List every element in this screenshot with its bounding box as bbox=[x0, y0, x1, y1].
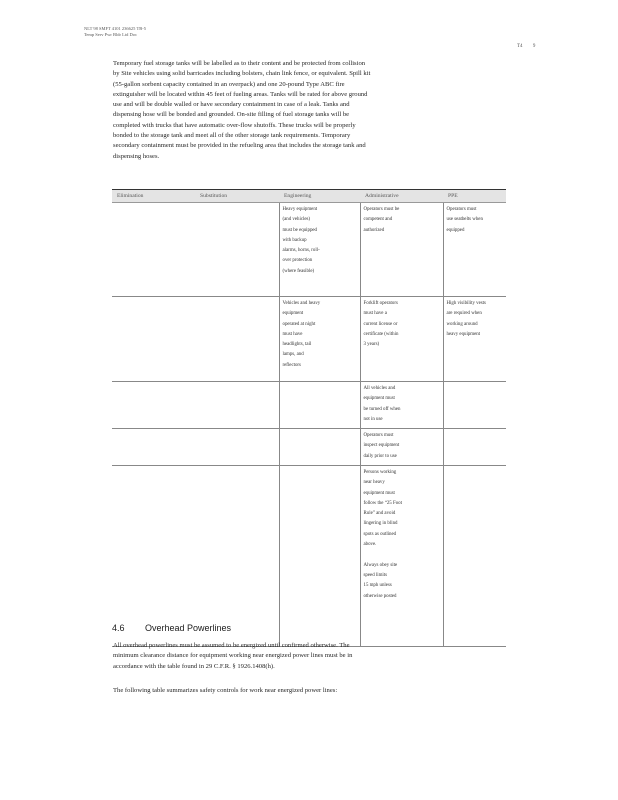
text-line: working around bbox=[446, 321, 478, 327]
text-line: lingering in blind bbox=[363, 521, 398, 527]
elimination-cell bbox=[112, 382, 195, 429]
text-line: High visibility vests bbox=[446, 301, 486, 306]
text-line: follow the “25 Foot bbox=[363, 500, 402, 506]
document-header-left bbox=[84, 26, 146, 38]
text-line: competent and bbox=[363, 217, 393, 223]
table-header-row bbox=[112, 190, 506, 203]
table-row bbox=[112, 429, 506, 466]
engineering-cell bbox=[279, 466, 360, 647]
header-elimination: Elimination bbox=[112, 190, 195, 203]
elimination-cell bbox=[112, 203, 195, 297]
text-line: The following table summarizes safety controls for work near energized power lines: bbox=[113, 687, 338, 694]
text-line: equipment must bbox=[363, 396, 395, 402]
text-line: Operators must bbox=[446, 207, 477, 212]
text-line: equipment must bbox=[363, 490, 395, 496]
elimination-cell bbox=[112, 429, 195, 466]
text-line: are required when bbox=[446, 311, 482, 317]
fuel-storage-paragraph bbox=[113, 59, 375, 162]
text-line: secondary containment must be provided in the refueling area that includes the storage tank and bbox=[113, 142, 366, 150]
text-line: inspect equipment bbox=[363, 443, 400, 449]
text-line: heavy equipment bbox=[446, 331, 481, 337]
text-line: speed limits bbox=[363, 572, 388, 578]
ppe-cell bbox=[443, 429, 506, 466]
header-engineering: Engineering bbox=[279, 190, 360, 203]
administrative-cell bbox=[360, 466, 443, 647]
text-line: 15 mph unless bbox=[363, 583, 392, 589]
text-line: headlights, tail bbox=[282, 342, 312, 348]
section-title: Overhead Powerlines bbox=[145, 623, 232, 633]
text-line: above. bbox=[363, 542, 377, 548]
text-line: dispensing hose will be bonded and grounded. On-site filling of fuel storage tanks will be bbox=[113, 111, 350, 119]
header-line: NLT 98 SMFT 4101 236625 TB-5 bbox=[84, 26, 146, 31]
text-line: spots as outlined bbox=[363, 531, 397, 537]
table-row bbox=[112, 203, 506, 297]
text-line: over protection bbox=[282, 258, 313, 264]
text-line: must be equipped bbox=[282, 227, 317, 233]
text-line: by Site vehicles using solid barricades including bolsters, chain link fence, or equivalent. Spill kit bbox=[113, 70, 371, 78]
text-line: Heavy equipment bbox=[282, 207, 318, 212]
text-line: completed with trucks that have automatic over-flow shutoffs. These trucks will be properly bbox=[113, 121, 356, 129]
table-row bbox=[112, 466, 506, 647]
header-section: T4 bbox=[517, 44, 523, 49]
substitution-cell bbox=[195, 297, 279, 382]
administrative-cell bbox=[360, 297, 443, 382]
ppe-cell bbox=[443, 297, 506, 382]
text-line: accordance with the table found in 29 C.F.R. § 1926.1408(h). bbox=[113, 662, 275, 670]
text-line: equipped bbox=[446, 227, 465, 233]
text-line: authorized bbox=[363, 227, 385, 233]
substitution-cell bbox=[195, 466, 279, 647]
text-line: (and vehicles) bbox=[282, 217, 311, 223]
text-line: Always obey site bbox=[363, 562, 398, 568]
elimination-cell bbox=[112, 297, 195, 382]
text-line: must have bbox=[282, 331, 303, 337]
text-line: All overhead powerlines must be assumed to be energized until confirmed otherwise. The bbox=[113, 642, 350, 649]
text-line: (55-gallon sorbent capacity contained in an overpack) and one 20-pound Type ABC fire bbox=[113, 80, 345, 88]
powerlines-paragraph bbox=[113, 641, 375, 672]
text-line: minimum clearance distance for equipment working near energized power lines must be in bbox=[113, 652, 353, 660]
text-line: bonded to the storage tank and meet all of the other storage tank requirements. Temporary bbox=[113, 132, 351, 140]
section-number: 4.6 bbox=[112, 623, 125, 633]
text-line: (where feasible) bbox=[282, 268, 315, 274]
text-line: Forklift operators bbox=[363, 301, 398, 306]
text-line: Operators must be bbox=[363, 207, 400, 212]
text-line: reflectors bbox=[282, 362, 301, 368]
text-line: be turned off when bbox=[363, 406, 401, 412]
table-row bbox=[112, 297, 506, 382]
ppe-cell bbox=[443, 466, 506, 647]
text-line: use and will be double walled or have secondary containment in case of a leak. Tanks and bbox=[113, 101, 350, 109]
engineering-cell bbox=[279, 429, 360, 466]
text-line: Operators must bbox=[363, 433, 394, 438]
administrative-cell bbox=[360, 382, 443, 429]
text-line: extinguisher will be located within 45 feet of fueling areas. Tanks will be rated for above ground bbox=[113, 90, 368, 98]
substitution-cell bbox=[195, 429, 279, 466]
document-header-right bbox=[508, 44, 535, 49]
engineering-cell bbox=[279, 382, 360, 429]
text-line: current license or bbox=[363, 321, 398, 327]
page-number: 9 bbox=[532, 44, 536, 49]
text-line: operated at night bbox=[282, 321, 316, 327]
text-line: Temporary fuel storage tanks will be labelled as to their content and be protected from collision bbox=[113, 60, 366, 67]
text-line: Rule” and avoid bbox=[363, 511, 396, 517]
elimination-cell bbox=[112, 466, 195, 647]
text-line: certificate (within bbox=[363, 331, 399, 337]
substitution-cell bbox=[195, 382, 279, 429]
text-line: daily prior to use bbox=[363, 453, 397, 459]
ppe-cell bbox=[443, 382, 506, 429]
header-ppe: PPE bbox=[443, 190, 506, 203]
text-line: dispensing hoses. bbox=[113, 152, 160, 160]
header-line: Temp Serv Pwr Bldr Ltd Doc bbox=[84, 32, 138, 37]
text-line: must have a bbox=[363, 311, 387, 317]
text-line: use seatbelts when bbox=[446, 217, 483, 223]
ppe-cell bbox=[443, 203, 506, 297]
text-line: Vehicles and heavy bbox=[282, 301, 321, 306]
text-line: Persons working bbox=[363, 470, 397, 475]
text-line: otherwise posted bbox=[363, 593, 397, 599]
header-administrative: Administrative bbox=[360, 190, 443, 203]
substitution-cell bbox=[195, 203, 279, 297]
engineering-cell bbox=[279, 203, 360, 297]
text-line: equipment bbox=[282, 311, 304, 317]
text-line: lamps, and bbox=[282, 352, 304, 358]
engineering-cell bbox=[279, 297, 360, 382]
text-line: near heavy bbox=[363, 480, 385, 486]
summary-paragraph bbox=[113, 686, 375, 696]
header-substitution: Substitution bbox=[195, 190, 279, 203]
administrative-cell bbox=[360, 203, 443, 297]
text-line: All vehicles and bbox=[363, 386, 396, 391]
text-line: 3 years) bbox=[363, 342, 380, 348]
section-heading bbox=[112, 623, 231, 633]
text-line bbox=[364, 550, 440, 560]
text-line: with backup bbox=[282, 237, 307, 243]
text-line: not in use bbox=[363, 416, 383, 422]
administrative-cell bbox=[360, 429, 443, 466]
hazard-controls-table bbox=[112, 189, 506, 647]
table-row bbox=[112, 382, 506, 429]
text-line: alarms, horns, roll- bbox=[282, 248, 320, 254]
